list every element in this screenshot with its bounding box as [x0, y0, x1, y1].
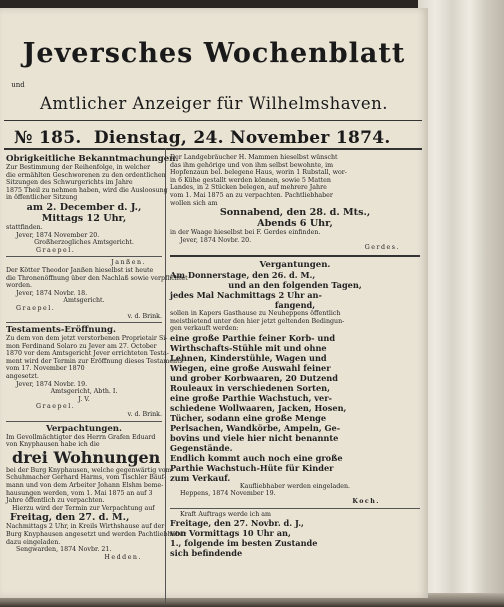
- masthead-und: und: [11, 81, 25, 89]
- auction-item: schiedene Wollwaaren, Jacken, Hosen,: [170, 402, 347, 413]
- notice-line: Burg Knyphausen angesetzt und werden Pachtliebhaber: [6, 530, 187, 538]
- notice-line: wollen sich am: [170, 199, 218, 207]
- testament-text: [6, 335, 183, 381]
- leases-term: Hierzu wird der Termin zur Verpachtung auf: [12, 504, 155, 512]
- auction-item: und grober Korbwaaren, 20 Dutzend: [170, 372, 338, 383]
- testament-signature: Graepel.: [36, 403, 76, 411]
- right-column: [170, 154, 420, 558]
- official-notices-heading: Obrigkeitliche Bekanntmachungen.: [6, 154, 179, 164]
- auction-item: Gegenstände.: [170, 442, 233, 453]
- notice-janssen-ref: v. d. Brink.: [127, 312, 162, 320]
- notice-line: Schuhmacher Gerhard Harms, vom Tischler Bäuf-: [6, 474, 166, 482]
- notice-jury-time: Mittags 12 Uhr,: [41, 212, 127, 224]
- notice-line: 1875 Theil zu nehmen haben, wird die Ausloosung: [6, 186, 168, 194]
- notice-janssen-text: [6, 266, 188, 290]
- separator: [6, 322, 162, 323]
- mammen-lease-place: Jever, 1874 Novbr. 20.: [180, 236, 252, 244]
- auction-place: Heppens, 1874 November 19.: [180, 490, 276, 498]
- leases-signature: Hedden.: [104, 553, 142, 561]
- separator: [170, 255, 420, 257]
- notice-line: die ermählten Geschworenen zu den ordentlichen: [6, 171, 166, 179]
- notice-line: Zu dem von dem jetzt verstorbenen Proprietair Si-: [6, 335, 168, 343]
- notice-jury-place: Jever, 1874 November 20.: [16, 231, 100, 239]
- auction-item: Lehnen, Kinderstühle, Wagen und: [170, 352, 327, 363]
- auctions-heading: Vergantungen.: [259, 259, 331, 270]
- notice-line: hausungen werden, vom 1. Mai 1875 an auf 3: [6, 489, 153, 497]
- notice-janssen-name: Janßen.: [111, 259, 146, 267]
- auction-item: Perlsachen, Wandkörbe, Ampeln, Ge-: [170, 422, 341, 433]
- notice-line: in 6 Kühe gestallt werden können, sowie 5 Matten: [170, 176, 331, 184]
- auction-item: Tücher, sodann eine große Menge: [170, 412, 327, 423]
- auction-date-3: jedes Mal Nachmittags 2 Uhr an-: [170, 289, 322, 300]
- leases-place: Sengwarden, 1874 Novbr. 21.: [16, 546, 112, 554]
- notice-jury-signature: Graepel.: [36, 246, 76, 254]
- auction-date-1: Am Donnerstage, den 26. d. M.,: [170, 269, 316, 280]
- leases-body: [6, 466, 172, 505]
- separator: [6, 421, 162, 422]
- notice-line: Landes, in 2 Stücken belegen, auf mehrere Jahre: [170, 184, 327, 192]
- notice-line: Sitzungen des Schwurgerichts im Jahre: [6, 179, 133, 187]
- auction-item: bovins und viele hier nicht benannte: [170, 432, 339, 443]
- notice-line: Hopfenzaun bel. belegene Haus, worin 1 Rubstall, wor-: [170, 169, 347, 177]
- notice-line: ment wird der Termin zur Eröffnung dieses Testaments: [6, 357, 183, 365]
- mammen-lease-date: Sonnabend, den 28. d. Mts.,: [219, 207, 371, 219]
- issue-number: № 185.: [14, 128, 82, 148]
- notice-line: mann und von dem Arbeiter Johann Elshm beme-: [6, 482, 164, 489]
- notice-line: worden.: [6, 282, 33, 290]
- notice-line: vom 1. Mai 1875 an zu verpachten. Pachtliebhaber: [170, 191, 333, 199]
- sale-intro: Kraft Auftrags werde ich am: [180, 510, 272, 518]
- notice-line: in öffentlicher Sitzung: [6, 194, 78, 202]
- notice-janssen-place: Jever, 1874 Novbr. 18.: [16, 289, 88, 297]
- notice-line: Der Landgebräucher H. Mammen hieselbst wünscht: [170, 154, 338, 161]
- auction-invite: Kaufliebhaber werden eingeladen.: [239, 482, 351, 490]
- leases-three-homes: drei Wohnungen: [12, 447, 161, 467]
- notice-jury-text: [6, 164, 168, 202]
- page-stack-edge: [418, 0, 504, 607]
- auction-date-4: fangend,: [274, 299, 316, 310]
- auction-text: [170, 310, 420, 333]
- left-column: [6, 154, 188, 561]
- auction-item: Rouleaux in verschiedenen Sorten,: [170, 382, 330, 393]
- notice-line: Nachmittags 2 Uhr, in Kreils Wirthshause auf der: [6, 523, 165, 531]
- mammen-lease-time: Abends 6 Uhr,: [257, 218, 333, 230]
- leases-after: [6, 523, 187, 546]
- notice-line: gen verkauft werden:: [170, 325, 239, 333]
- notice-line: die Thronenöffnung über den Nachlaß sowie verpflichtet: [6, 274, 188, 282]
- masthead-rule-top: [4, 120, 422, 121]
- auction-item-list-2: [170, 453, 420, 483]
- masthead-rule-bottom: [4, 148, 422, 150]
- testament-place: Jever, 1874 Novbr. 19.: [16, 380, 88, 388]
- sale-date: Freitage, den 27. Novbr. d. J.,: [170, 518, 304, 529]
- testament-ref: J. V.: [78, 395, 90, 403]
- notice-line: bei der Burg Knyphausen, welche gegenwärtig vom: [6, 466, 172, 474]
- notice-jury-date: am 2. December d. J.,: [26, 201, 142, 213]
- mammen-lease-place-text: in der Waage hieselbst bei F. Gerdes einfinden.: [170, 229, 321, 237]
- notice-line: Im Gevollmächtigter des Herrn Grafen Eduard: [6, 433, 156, 441]
- testament-court: Amtsgericht, Abth. I.: [50, 388, 118, 396]
- leases-heading: Verpachtungen.: [45, 423, 123, 434]
- sale-time: von Vormittags 10 Uhr an,: [170, 528, 291, 539]
- auction-item: Wirthschafts-Stühle mit und ohne: [170, 342, 327, 353]
- issue-date: Dienstag, 24. November 1874.: [93, 128, 391, 148]
- auction-item: Wiegen, eine große Auswahl feiner: [170, 362, 331, 373]
- auction-item-list: [170, 333, 420, 453]
- notice-line: Der Kötter Theodor Janßen hieselbst ist heute: [6, 266, 154, 274]
- leases-day: Freitag, den 27. d. M.,: [10, 512, 130, 524]
- auction-item: eine große Parthie feiner Korb- und: [170, 332, 336, 343]
- testament-heading: Testaments-Eröffnung.: [6, 325, 117, 336]
- leases-intro: [6, 434, 162, 449]
- notice-line: 1870 vor dem Amtsgericht Jever errichteten Testa-: [6, 350, 169, 358]
- testament-ref2: v. d. Brink.: [127, 411, 162, 419]
- notice-jury-tail: stattfinden.: [6, 223, 43, 231]
- newspaper-page: [0, 8, 428, 598]
- notice-line: sollen in Kapers Gasthause zu Neuheppens öffentlich: [170, 309, 341, 317]
- notice-jury-court: Großherzogliches Amtsgericht.: [34, 239, 134, 247]
- notice-line: Jahre öffentlich zu verpachten.: [6, 497, 105, 505]
- notice-line: vom 17. November 1870: [6, 365, 85, 373]
- dateline: [14, 128, 414, 148]
- masthead-title: Jeversches Wochenblatt: [22, 38, 406, 69]
- mammen-lease-signature: Gerdes.: [364, 244, 400, 252]
- notice-line: dazu eingeladen.: [6, 538, 61, 546]
- sale-line-4: sich befindende: [170, 548, 243, 559]
- auction-item: zum Verkauf.: [170, 472, 231, 483]
- masthead-subtitle: Amtlicher Anzeiger für Wilhelmshaven.: [39, 94, 389, 113]
- auction-item: eine große Parthie Wachstuch, ver-: [170, 392, 332, 403]
- notice-janssen-court: Amtsgericht.: [63, 297, 105, 305]
- auction-signature: Koch.: [352, 497, 380, 505]
- auction-date-2: und an den folgenden Tagen,: [228, 279, 362, 290]
- separator: [170, 508, 420, 509]
- notice-line: angesetzt.: [6, 373, 39, 381]
- notice-line: von Knyphausen habe ich die: [6, 441, 100, 449]
- notice-janssen-signature: Graepel.: [16, 304, 56, 312]
- mammen-lease-text: [170, 154, 420, 207]
- auction-item: Parthie Wachstuch-Hüte für Kinder: [170, 462, 334, 473]
- notice-line: mon Ferdinand Solaro zu Jever am 27. October: [6, 342, 157, 350]
- notice-line: das ihm gehörige und von ihm selbst bewohnte, im: [170, 161, 334, 169]
- separator: [6, 256, 162, 257]
- notice-line: meistbietend unter den hier jetzt geltenden Bedingun-: [170, 317, 345, 325]
- notice-line: Zur Bestimmung der Reihenfolge, in welcher: [6, 164, 151, 171]
- sale-line-3: 1., folgende im besten Zustande: [170, 538, 318, 549]
- auction-item: Endlich kommt auch noch eine große: [170, 452, 343, 463]
